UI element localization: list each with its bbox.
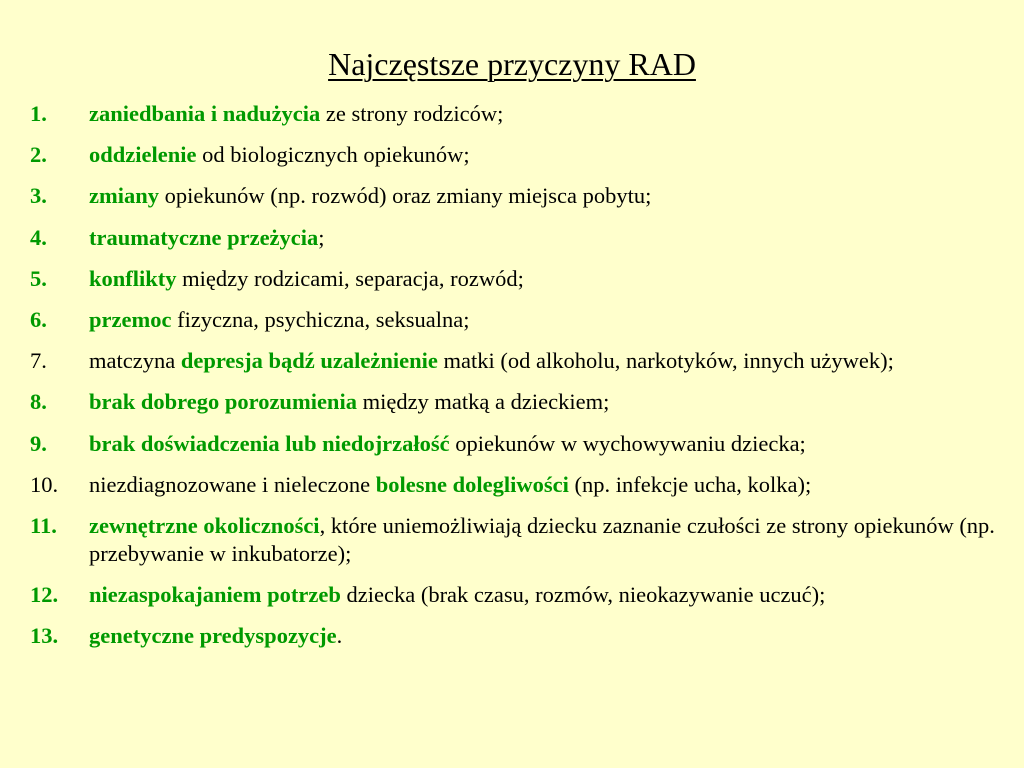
item-highlight: depresja bądź uzależnienie bbox=[180, 348, 438, 374]
causes-list bbox=[30, 100, 1010, 663]
list-item bbox=[30, 388, 1010, 416]
item-highlight: zmiany bbox=[89, 183, 159, 209]
list-item bbox=[30, 182, 1010, 210]
list-item bbox=[30, 581, 1010, 609]
item-number: 1. bbox=[30, 101, 47, 126]
item-number: 13. bbox=[30, 623, 59, 649]
item-highlight: przemoc bbox=[89, 306, 172, 332]
item-number: 6. bbox=[30, 306, 47, 332]
item-highlight: konflikty bbox=[89, 265, 177, 291]
item-text-after: . bbox=[336, 623, 343, 649]
item-text-after: ze strony rodziców; bbox=[320, 101, 504, 126]
item-highlight: zaniedbania i nadużycia bbox=[89, 101, 321, 126]
item-text-after: ; bbox=[318, 224, 325, 250]
item-highlight: brak dobrego porozumienia bbox=[89, 389, 357, 415]
item-number: 7. bbox=[30, 348, 47, 374]
item-highlight: zewnętrzne okoliczności bbox=[89, 512, 320, 538]
item-text-after: dziecka (brak czasu, rozmów, nieokazywanie uczuć); bbox=[340, 582, 826, 608]
item-number: 5. bbox=[30, 265, 47, 291]
item-highlight: genetyczne predyspozycje bbox=[89, 623, 337, 649]
item-text-after: fizyczna, psychiczna, seksualna; bbox=[171, 306, 470, 332]
list-item bbox=[30, 306, 1010, 334]
list-item bbox=[30, 224, 1010, 252]
item-text-after: od biologicznych opiekunów; bbox=[196, 142, 470, 168]
item-text-before: niezdiagnozowane i nieleczone bbox=[89, 471, 376, 497]
item-number: 12. bbox=[30, 582, 59, 608]
item-highlight: traumatyczne przeżycia bbox=[89, 224, 319, 250]
item-text-after: (np. infekcje ucha, kolka); bbox=[568, 471, 812, 497]
item-text-after: matki (od alkoholu, narkotyków, innych używek); bbox=[437, 348, 894, 374]
item-highlight: oddzielenie bbox=[89, 142, 197, 168]
item-number: 4. bbox=[30, 224, 47, 250]
item-highlight: bolesne dolegliwości bbox=[375, 471, 569, 497]
item-number: 9. bbox=[30, 430, 47, 456]
list-item bbox=[30, 471, 1010, 499]
list-item bbox=[30, 430, 1010, 458]
item-number: 8. bbox=[30, 389, 47, 415]
list-item bbox=[30, 100, 1010, 128]
list-item bbox=[30, 347, 1010, 375]
list-item bbox=[30, 512, 1010, 568]
item-text-before: matczyna bbox=[89, 348, 181, 374]
slide-title: Najczęstsze przyczyny RAD bbox=[328, 46, 696, 82]
item-text-after: między rodzicami, separacja, rozwód; bbox=[176, 265, 524, 291]
item-number: 11. bbox=[30, 512, 57, 538]
list-item bbox=[30, 141, 1010, 169]
list-item bbox=[30, 622, 1010, 650]
item-highlight: niezaspokajaniem potrzeb bbox=[89, 582, 341, 608]
item-number: 3. bbox=[30, 183, 47, 209]
item-text-after: opiekunów (np. rozwód) oraz zmiany miejsca pobytu; bbox=[159, 183, 652, 209]
list-item bbox=[30, 265, 1010, 293]
item-text-after: opiekunów w wychowywaniu dziecka; bbox=[449, 430, 806, 456]
item-highlight: brak doświadczenia lub niedojrzałość bbox=[89, 430, 450, 456]
item-text-after: między matką a dzieckiem; bbox=[356, 389, 610, 415]
item-number: 2. bbox=[30, 142, 47, 168]
item-number: 10. bbox=[30, 471, 59, 497]
item-text-after: , które uniemożliwiają dziecku zaznanie czułości ze strony opiekunów (np. przebywanie w inkubatorze); bbox=[89, 512, 995, 566]
